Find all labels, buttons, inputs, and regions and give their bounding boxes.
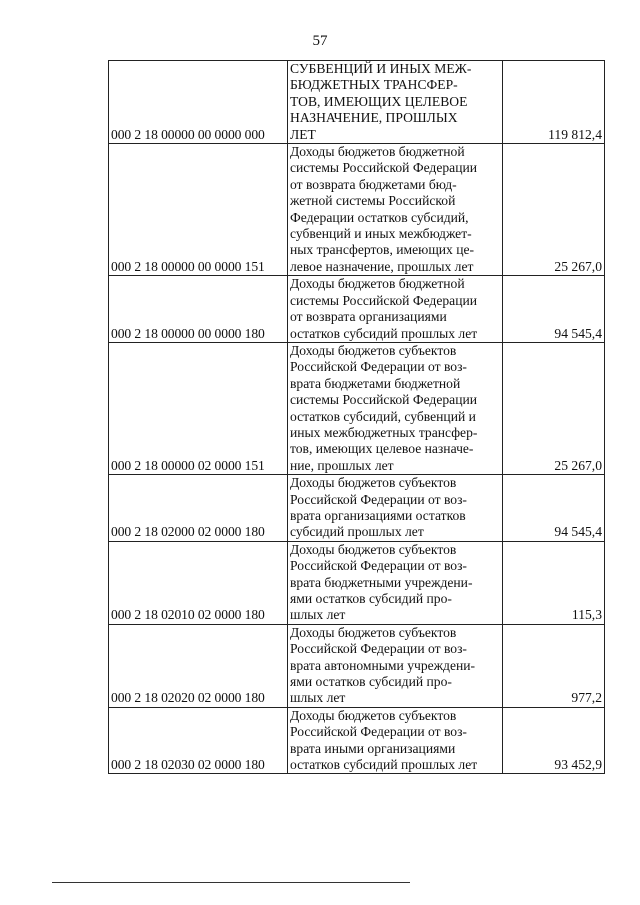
amount-cell: 977,2 (503, 624, 605, 707)
description-line: врата бюджетами бюджетной (290, 375, 461, 391)
description-cell (288, 624, 503, 707)
description-line: остатков субсидий, субвенций и (290, 408, 476, 424)
description-line: шлых лет (290, 690, 346, 706)
budget-code-cell: 000 2 18 00000 00 0000 000 (109, 61, 288, 144)
description-line: левое назначение, прошлых лет (290, 258, 474, 274)
table-row (109, 707, 605, 774)
description-line: ТОВ, ИМЕЮЩИХ ЦЕЛЕВОЕ (290, 93, 468, 109)
amount-cell: 115,3 (503, 541, 605, 624)
description-line: ние, прошлых лет (290, 457, 394, 473)
table-row (109, 144, 605, 276)
description-line: ЛЕТ (290, 126, 316, 142)
table-row (109, 475, 605, 542)
description-cell (288, 276, 503, 343)
description-line: субсидий прошлых лет (290, 524, 424, 540)
description-line: ных трансфертов, имеющих це- (290, 242, 475, 258)
description-line: жетной системы Российской (290, 193, 456, 209)
description-line: остатков субсидий прошлых лет (290, 325, 478, 341)
description-line: ями остатков субсидий про- (290, 674, 452, 690)
amount-cell: 93 452,9 (503, 707, 605, 774)
table-row (109, 541, 605, 624)
table-row (109, 61, 605, 144)
description-line: БЮДЖЕТНЫХ ТРАНСФЕР- (290, 77, 458, 93)
description-line: врата организациями остатков (290, 507, 466, 523)
description-line: от возврата бюджетами бюд- (290, 176, 457, 192)
table-body (109, 61, 605, 774)
page-number: 57 (312, 33, 328, 49)
description-line: системы Российской Федерации (290, 392, 478, 408)
footer-rule (52, 882, 410, 883)
budget-table (108, 60, 605, 774)
description-line: Доходы бюджетов субъектов (290, 475, 457, 491)
table-row (109, 276, 605, 343)
description-cell (288, 144, 503, 276)
description-line: Доходы бюджетов субъектов (290, 342, 457, 358)
description-line: Доходы бюджетов субъектов (290, 624, 457, 640)
description-line: Российской Федерации от воз- (290, 359, 467, 375)
description-cell (288, 342, 503, 474)
description-cell (288, 541, 503, 624)
budget-code-cell: 000 2 18 02000 02 0000 180 (109, 475, 288, 542)
description-line: Доходы бюджетов субъектов (290, 707, 457, 723)
description-line: Доходы бюджетов бюджетной (290, 276, 465, 292)
description-line: СУБВЕНЦИЙ И ИНЫХ МЕЖ- (290, 61, 472, 76)
description-line: врата автономными учреждени- (290, 657, 476, 673)
description-line: Российской Федерации от воз- (290, 641, 467, 657)
description-line: системы Российской Федерации (290, 292, 478, 308)
budget-code-cell: 000 2 18 02010 02 0000 180 (109, 541, 288, 624)
description-line: Российской Федерации от воз- (290, 724, 467, 740)
description-line: врата бюджетными учреждени- (290, 574, 473, 590)
description-line: от возврата организациями (290, 309, 447, 325)
description-line: НАЗНАЧЕНИЕ, ПРОШЛЫХ (290, 110, 458, 126)
budget-code-cell: 000 2 18 00000 02 0000 151 (109, 342, 288, 474)
budget-code-cell: 000 2 18 02020 02 0000 180 (109, 624, 288, 707)
description-line: субвенций и иных межбюджет- (290, 226, 472, 242)
amount-cell: 25 267,0 (503, 342, 605, 474)
amount-cell: 94 545,4 (503, 276, 605, 343)
description-cell (288, 475, 503, 542)
description-line: Российской Федерации от воз- (290, 558, 467, 574)
amount-cell: 25 267,0 (503, 144, 605, 276)
budget-code-cell: 000 2 18 00000 00 0000 180 (109, 276, 288, 343)
description-line: шлых лет (290, 607, 346, 623)
amount-cell: 94 545,4 (503, 475, 605, 542)
description-line: врата иными организациями (290, 740, 456, 756)
description-line: тов, имеющих целевое назначе- (290, 441, 474, 457)
description-line: Российской Федерации от воз- (290, 491, 467, 507)
description-cell (288, 61, 503, 144)
description-line: Федерации остатков субсидий, (290, 209, 469, 225)
budget-code-cell: 000 2 18 02030 02 0000 180 (109, 707, 288, 774)
table-row (109, 624, 605, 707)
amount-cell: 119 812,4 (503, 61, 605, 144)
description-cell (288, 707, 503, 774)
budget-code-cell: 000 2 18 00000 00 0000 151 (109, 144, 288, 276)
description-line: системы Российской Федерации (290, 160, 478, 176)
table-row (109, 342, 605, 474)
description-line: иных межбюджетных трансфер- (290, 424, 478, 440)
description-line: ями остатков субсидий про- (290, 591, 452, 606)
description-line: Доходы бюджетов субъектов (290, 541, 457, 557)
description-line: остатков субсидий прошлых лет (290, 757, 478, 773)
description-line: Доходы бюджетов бюджетной (290, 144, 465, 160)
